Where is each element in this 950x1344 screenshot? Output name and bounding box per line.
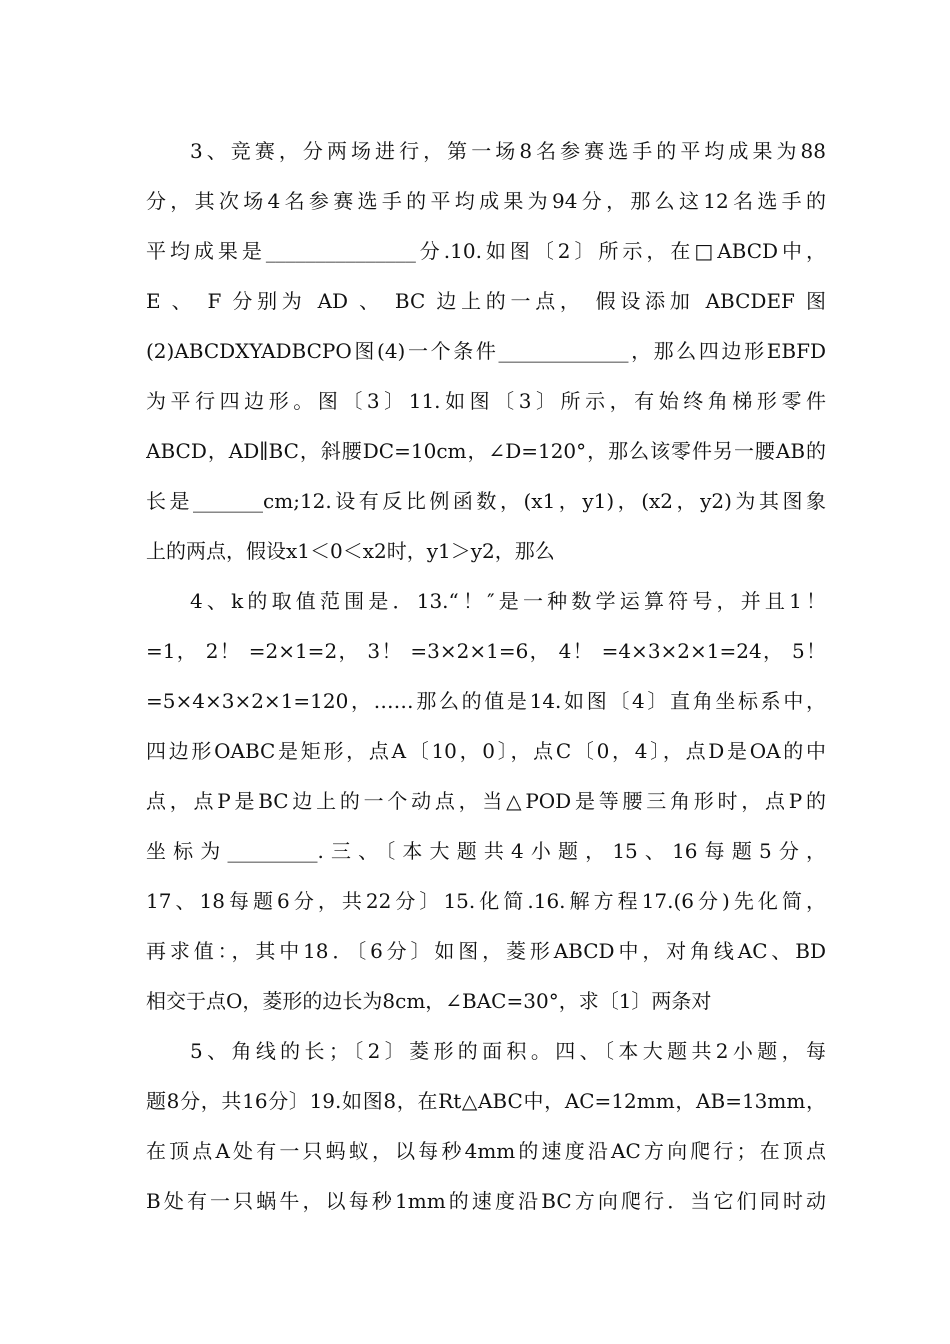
text-line: 四边形OABC是矩形，点A〔10，0〕，点C〔0，4〕，点D是OA的中 bbox=[146, 739, 826, 763]
text-line: 17、18每题6分，共22分〕15.化简.16.解方程17.(6分)先化简， bbox=[146, 889, 826, 913]
text-line: 题8分，共16分〕19.如图8，在Rt△ABC中，AC=12mm，AB=13mm， bbox=[146, 1089, 826, 1113]
text-line: 在顶点A处有一只蚂蚁，以每秒4mm的速度沿AC方向爬行；在顶点 bbox=[146, 1139, 826, 1163]
text-line: 再求值：，其中18．〔6分〕如图，菱形ABCD中，对角线AC、BD bbox=[146, 939, 826, 963]
text-line: E 、 F 分别为 AD 、 BC 边上的一点， 假设添加 ABCDEF 图 bbox=[146, 289, 826, 313]
text-line: =1， 2！ =2×1=2， 3！ =3×2×1=6， 4！ =4×3×2×1=24， 5！ bbox=[146, 639, 826, 663]
text-line: (2)ABCDXYADBCPO图(4)一个条件_____________，那么四边形EBFD bbox=[146, 339, 826, 363]
text-line: ABCD，AD∥BC，斜腰DC=10cm，∠D=120°，那么该零件另一腰AB的 bbox=[146, 439, 826, 463]
text-line: 为平行四边形。图〔3〕11.如图〔3〕所示，有始终角梯形零件 bbox=[146, 389, 826, 413]
text-line: 5、角线的长；〔2〕菱形的面积。四、〔本大题共2小题，每 bbox=[190, 1039, 826, 1063]
text-line: 相交于点O，菱形的边长为8cm，∠BAC=30°，求〔1〕两条对 bbox=[146, 989, 712, 1013]
text-line: 平均成果是_______________分.10.如图〔2〕所示，在□ABCD中， bbox=[146, 239, 826, 263]
text-line: 4、k的取值范围是．13.“！″是一种数学运算符号，并且1！ bbox=[190, 589, 826, 613]
text-line: 分，其次场4名参赛选手的平均成果为94分，那么这12名选手的 bbox=[146, 189, 826, 213]
text-line: 3、竞赛，分两场进行，第一场8名参赛选手的平均成果为88 bbox=[190, 139, 826, 163]
text-line: 上的两点，假设x1＜0＜x2时，y1＞y2，那么 bbox=[146, 539, 555, 563]
text-line: 坐标为_________.三、〔本大题共4小题，15、16每题5分， bbox=[146, 839, 826, 863]
text-line: 长是_______cm;12.设有反比例函数，(x1，y1)，(x2，y2)为其图象 bbox=[146, 489, 826, 513]
text-line: =5×4×3×2×1=120，……那么的值是14.如图〔4〕直角坐标系中， bbox=[146, 689, 826, 713]
text-line: 点，点P是BC边上的一个动点，当△POD是等腰三角形时，点P的 bbox=[146, 789, 826, 813]
text-line: B处有一只蜗牛，以每秒1mm的速度沿BC方向爬行．当它们同时动 bbox=[146, 1189, 826, 1213]
